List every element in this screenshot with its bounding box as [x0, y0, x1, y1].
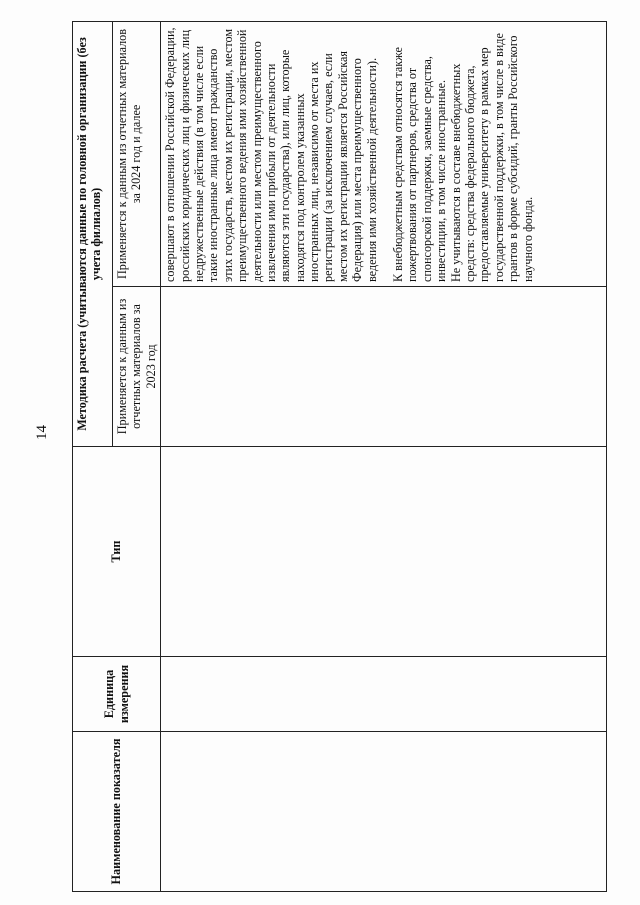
cell-method-2023: [161, 287, 607, 447]
subheader-2023: Применяется к данным из отчетных материалов за 2023 год: [113, 287, 161, 447]
subheader-2024: Применяется к данным из отчетных материалов за 2024 год и далее: [113, 21, 161, 286]
cell-unit: [161, 657, 607, 732]
indicator-table-sheet: [72, 22, 607, 892]
page-number: 14: [34, 425, 50, 440]
header-method: Методика расчета (учитываются данные по головной организации (без учета филиалов): [73, 21, 113, 446]
method-paragraph-1: совершают в отношении Российской Федерации, российских юридических лиц и физических лиц недружественные действия (в том числе если такие иностранные лица имеют гражданство этих государств, местом их регистрации, местом преимущественного ведения ими хозяйственной деятельности или местом преимущественного извлечения ими прибыли от деятельности являются эти государства), или лиц, которые находятся под контролем указанных иностранных лиц, независимо от места их регистрации (за исключением случаев, если местом их регистрации является Российская Федерация) или места преимущественного ведения ими хозяйственной деятельности).: [163, 27, 379, 282]
cell-indicator-name: [161, 732, 607, 892]
cell-method-2024: [161, 21, 607, 286]
indicator-table: [72, 21, 607, 892]
method-paragraph-2: К внебюджетным средствам относятся также пожертвования от партнеров, средства от спонсорской поддержки, заемные средства, инвестиции, в том числе иностранные. Не учитываются в составе внебюджетных средств: средства федерального бюджета, предоставляемые университету в рамках мер государственной поддержки, в том числе в виде грантов в форме субсидий, гранты Российского научного фонда.: [391, 33, 535, 282]
header-indicator-name: Наименование показателя: [73, 732, 161, 892]
header-unit: Единица измерения: [73, 657, 161, 732]
header-type: Тип: [73, 447, 161, 657]
cell-type: [161, 447, 607, 657]
